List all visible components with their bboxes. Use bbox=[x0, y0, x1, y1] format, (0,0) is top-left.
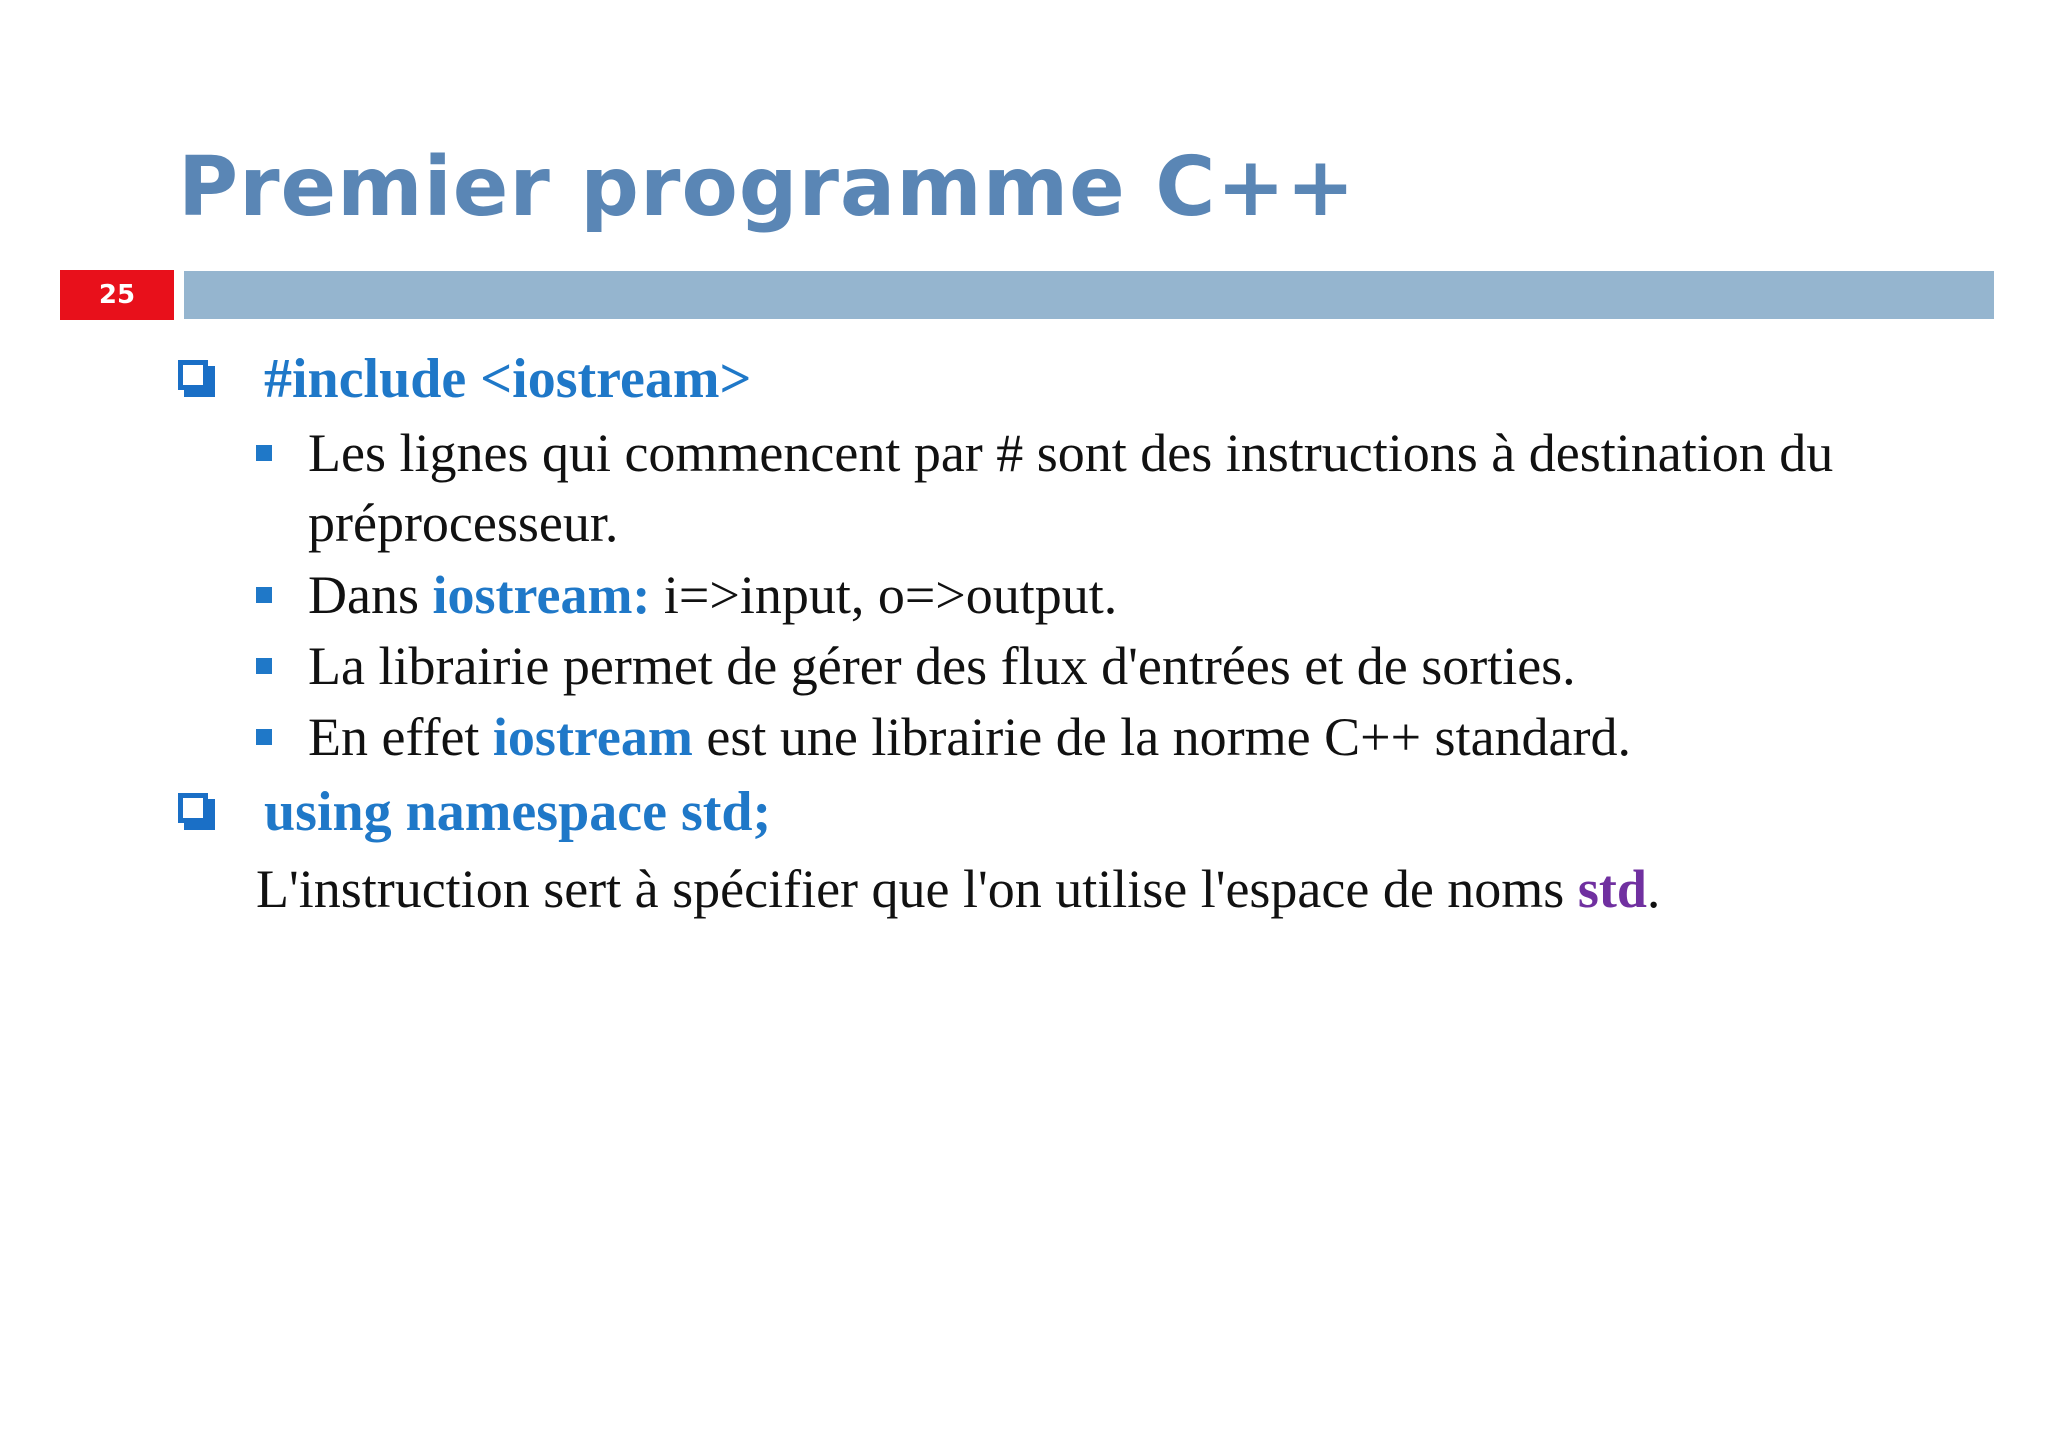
section-heading-include bbox=[178, 343, 751, 415]
page-number-badge: 25 bbox=[60, 270, 174, 320]
checkbox-icon bbox=[178, 360, 216, 398]
title-divider-bar bbox=[184, 271, 1994, 319]
list-item bbox=[256, 702, 1631, 772]
bullet-text-line: Les lignes qui commencent par # sont des instructions à destination du bbox=[308, 423, 1834, 483]
section-heading-text: using namespace std; bbox=[264, 781, 772, 843]
highlighted-term: iostream: bbox=[432, 565, 651, 625]
checkbox-icon bbox=[178, 793, 216, 831]
section-paragraph: L'instruction sert à spécifier que l'on utilise l'espace de noms std. bbox=[256, 859, 1661, 919]
list-item bbox=[256, 418, 1833, 558]
section-heading-namespace bbox=[178, 776, 771, 848]
bullet-text: Dans iostream: i=>input, o=>output. bbox=[308, 565, 1118, 625]
slide-title: Premier programme C++ bbox=[178, 140, 1356, 235]
highlighted-term: iostream bbox=[492, 707, 693, 767]
bullet-text: La librairie permet de gérer des flux d'entrées et de sorties. bbox=[308, 636, 1576, 696]
list-item bbox=[256, 631, 1576, 701]
list-item bbox=[256, 560, 1117, 630]
square-bullet-icon bbox=[256, 445, 272, 461]
square-bullet-icon bbox=[256, 658, 272, 674]
highlighted-term: std bbox=[1577, 859, 1647, 919]
square-bullet-icon bbox=[256, 729, 272, 745]
square-bullet-icon bbox=[256, 587, 272, 603]
bullet-text: En effet iostream est une librairie de la norme C++ standard. bbox=[308, 707, 1631, 767]
bullet-text-line: préprocesseur. bbox=[308, 493, 619, 553]
section-heading-text: #include <iostream> bbox=[264, 348, 752, 410]
